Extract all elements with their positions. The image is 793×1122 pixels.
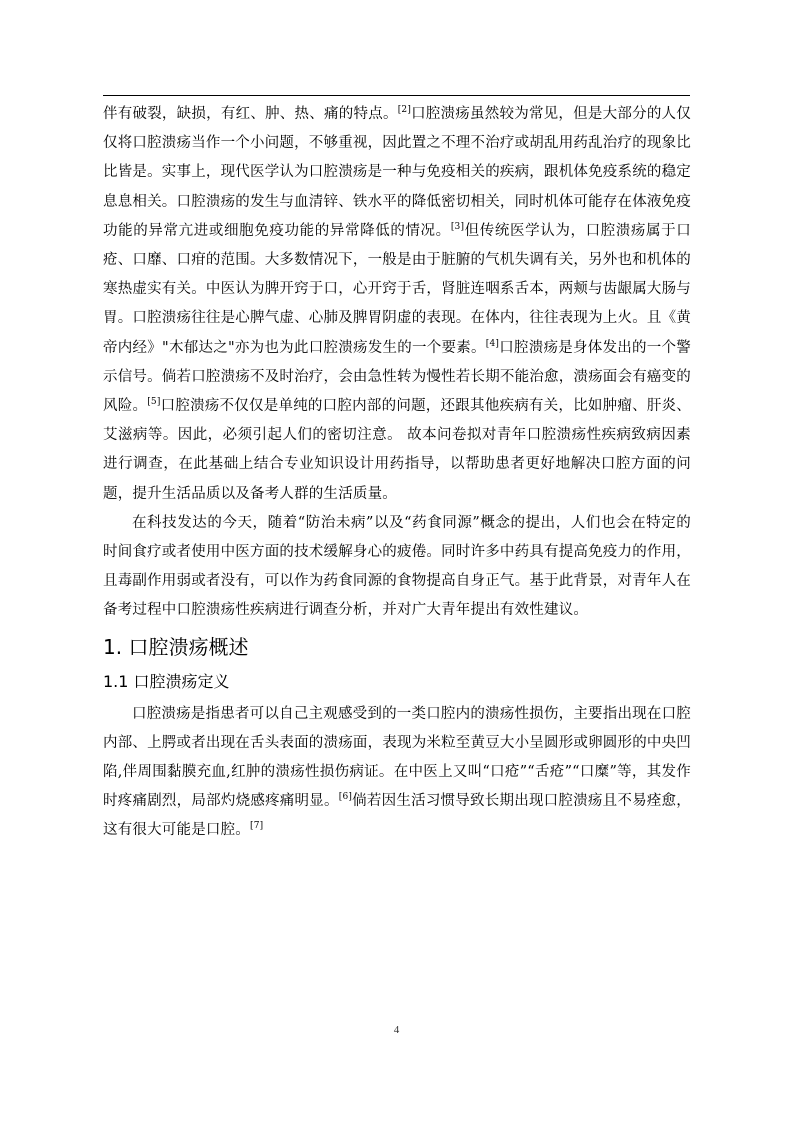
para3-text-1: 口腔溃疡是指患者可以自己主观感受到的一类口腔内的溃疡性损伤，主要指出现在口腔内部、上腭或者出现在舌头表面的溃疡面，表现为米粒至黄豆大小呈圆形或卵圆形的中央凹陷,伴周围黏膜充血,红肿的溃疡性损伤病证。在中医上又叫“口疮”“舌疮”“口糜”等，其发作时疼痛剧烈，局部灼烧感疼痛明显。 bbox=[103, 705, 691, 810]
citation-5: [5] bbox=[147, 397, 161, 408]
page-number: 4 bbox=[393, 1024, 400, 1036]
citation-7: [7] bbox=[250, 821, 264, 832]
citation-4: [4] bbox=[485, 338, 500, 349]
citation-3: [3] bbox=[450, 221, 465, 232]
citation-2: [2] bbox=[397, 105, 412, 115]
paragraph-definition bbox=[103, 700, 691, 846]
para1-text-1: 伴有破裂，缺损，有红、肿、热、痛的特点。 bbox=[103, 106, 398, 122]
page-body bbox=[103, 100, 691, 846]
para1-text-2: 口腔溃疡虽然较为常见，但是大部分的人仅仅将口腔溃疡当作一个小问题，不够重视，因此置之不理不治疗或胡乱用药乱治疗的现象比比皆是。实事上，现代医学认为口腔溃疡是一种与免疫相关的疾病，跟机体免疫系统的稳定息息相关。口腔溃疡的发生与血清锌、铁水平的降低密切相关，同时机体可能存在体液免疫功能的异常亢进或细胞免疫功能的异常降低的情况。 bbox=[103, 106, 691, 239]
section-heading-1: 1. 口腔溃疡概述 bbox=[103, 634, 249, 659]
paragraph-continuation bbox=[103, 100, 691, 509]
para3-text-2: 倘若因生活习惯导致长期出现口腔溃疡且不易痊愈，这有很大可能是口腔。 bbox=[103, 793, 691, 839]
section-heading-1-1: 1.1 口腔溃疡定义 bbox=[103, 671, 230, 691]
paragraph-background: 在科技发达的今天，随着“防治未病”以及“药食同源”概念的提出，人们也会在特定的时间食疗或者使用中医方面的技术缓解身心的疲倦。同时许多中药具有提高免疫力的作用，且毒副作用弱或者没有，可以作为药食同源的食物提高自身正气。基于此背景，对青年人在备考过程中口腔溃疡性疾病进行调查分析，并对广大青年提出有效性建议。 bbox=[103, 514, 691, 619]
para1-text-4: 口腔溃疡是身体发出的一个警示信号。倘若口腔溃疡不及时治疗，会由急性转为慢性若长期不能治愈，溃疡面会有癌变的风险。 bbox=[103, 339, 691, 415]
citation-6: [6] bbox=[338, 792, 353, 803]
para1-text-3: 但传统医学认为，口腔溃疡属于口疮、口靡、口疳的范围。大多数情况下，一般是由于脏腑的气机失调有关，另外也和机体的寒热虚实有关。中医认为脾开窍于口，心开窍于舌，肾脏连咽系舌本，两颊与齿龈属大肠与胃。口腔溃疡往往是心脾气虚、心肺及脾胃阴虚的表现。在体内，往往表现为上火。且《黄帝内经》"木郁达之"亦为也为此口腔溃疡发生的一个要素。 bbox=[103, 222, 691, 356]
header-rule bbox=[103, 95, 690, 96]
para1-text-5: 口腔溃疡不仅仅是单纯的口腔内部的问题，还跟其他疾病有关，比如肿瘤、肝炎、艾滋病等。因此，必须引起人们的密切注意。 故本问卷拟对青年口腔溃疡性疾病致病因素进行调查，在此基础上结合专业知识设计用药指导，以帮助患者更好地解决口腔方面的问题，提升生活品质以及备考人群的生活质量。 bbox=[103, 398, 691, 502]
